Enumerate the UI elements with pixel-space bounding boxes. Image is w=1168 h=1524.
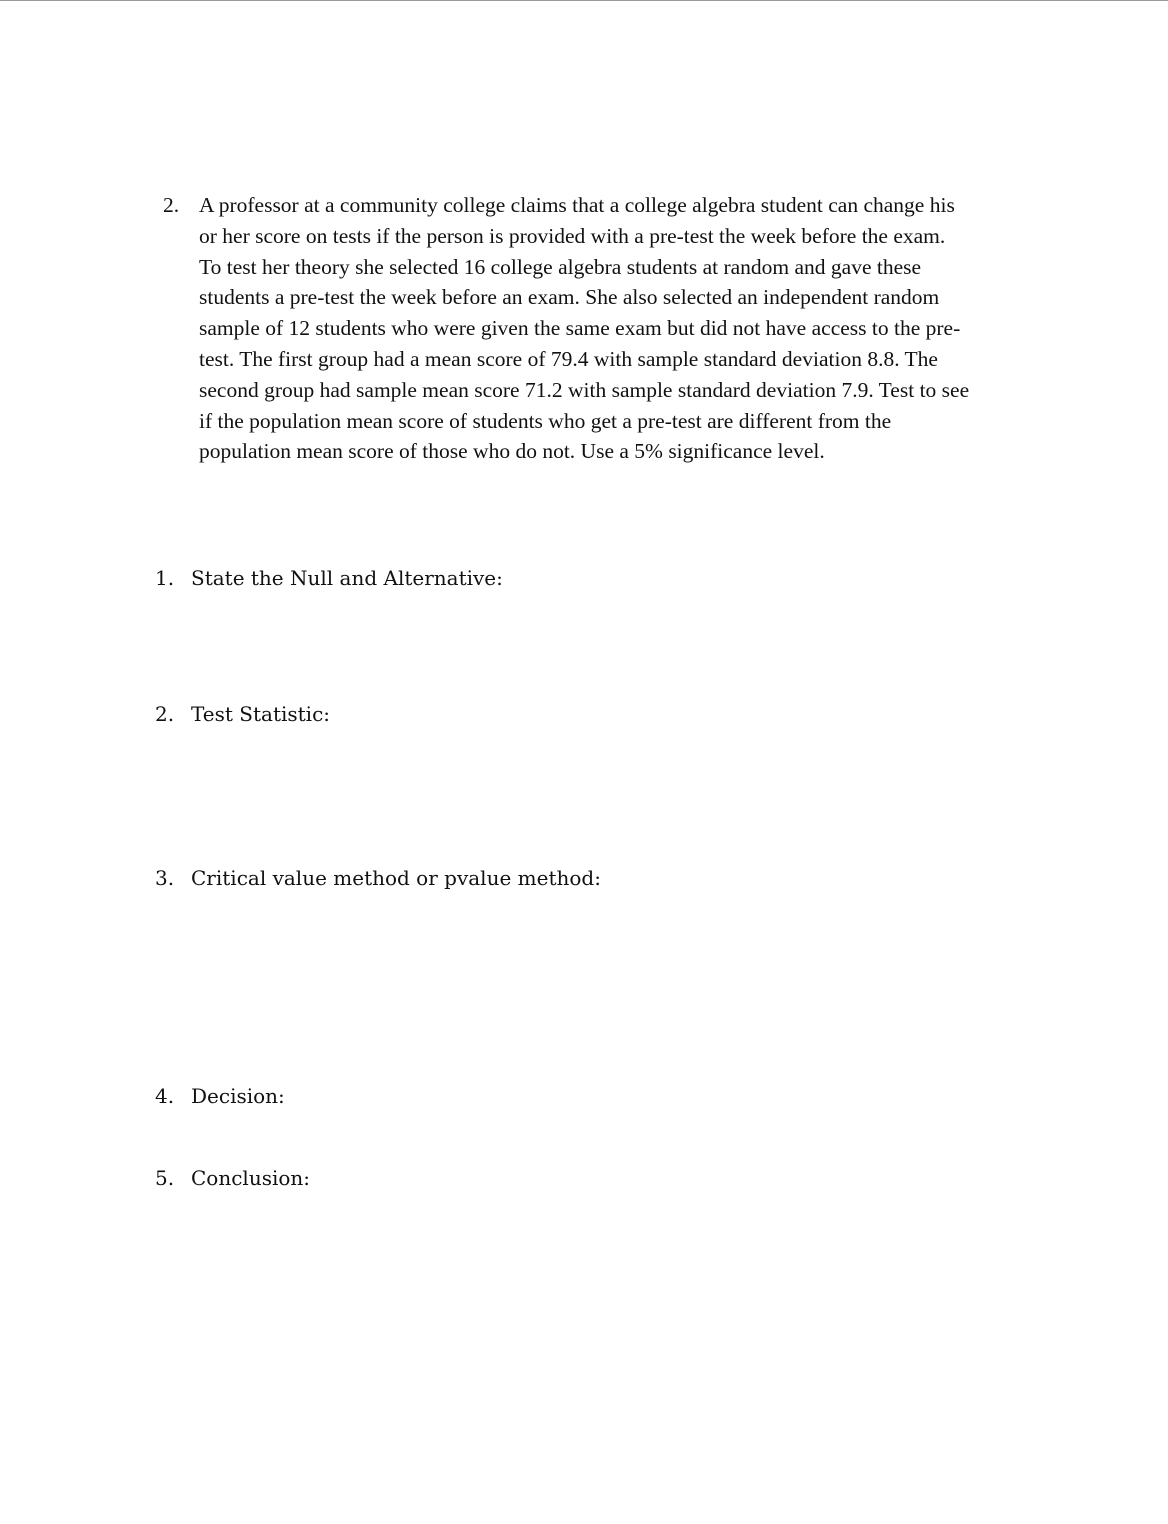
step-decision [155,1084,285,1108]
problem-line: To test her theory she selected 16 college algebra students at random and gave these [199,254,922,279]
step-number: 3. [155,866,175,890]
problem-line: population mean score of those who do not. Use a 5% significance level. [199,439,825,464]
step-label: State the Null and Alternative: [191,566,503,590]
step-label: Test Statistic: [191,702,331,726]
problem-line: A professor at a community college claims that a college algebra student can change his [199,193,955,217]
step-number: 5. [155,1166,175,1190]
step-null-alternative [155,566,503,590]
problem-statement [163,190,1043,467]
step-label: Conclusion: [191,1166,311,1190]
step-label: Decision: [191,1084,285,1108]
problem-line: if the population mean score of students who get a pre-test are different from the [199,408,892,433]
problem-line: sample of 12 students who were given the same exam but did not have access to the pre- [199,316,961,341]
problem-line: or her score on tests if the person is provided with a pre-test the week before the exam. [199,223,946,248]
problem-line: test. The first group had a mean score of 79.4 with sample standard deviation 8.8. The [199,346,938,371]
problem-line: students a pre-test the week before an exam. She also selected an independent random [199,285,940,310]
problem-line: second group had sample mean score 71.2 with sample standard deviation 7.9. Test to see [199,377,970,402]
problem-number: 2. [163,193,180,217]
step-number: 1. [155,566,175,590]
step-label: Critical value method or pvalue method: [191,866,601,890]
step-critical-value-method [155,866,601,890]
step-number: 4. [155,1084,175,1108]
step-test-statistic [155,702,330,726]
step-conclusion [155,1166,310,1190]
problem-text [199,190,1043,467]
page-top-border [0,0,1168,1]
step-number: 2. [155,702,175,726]
